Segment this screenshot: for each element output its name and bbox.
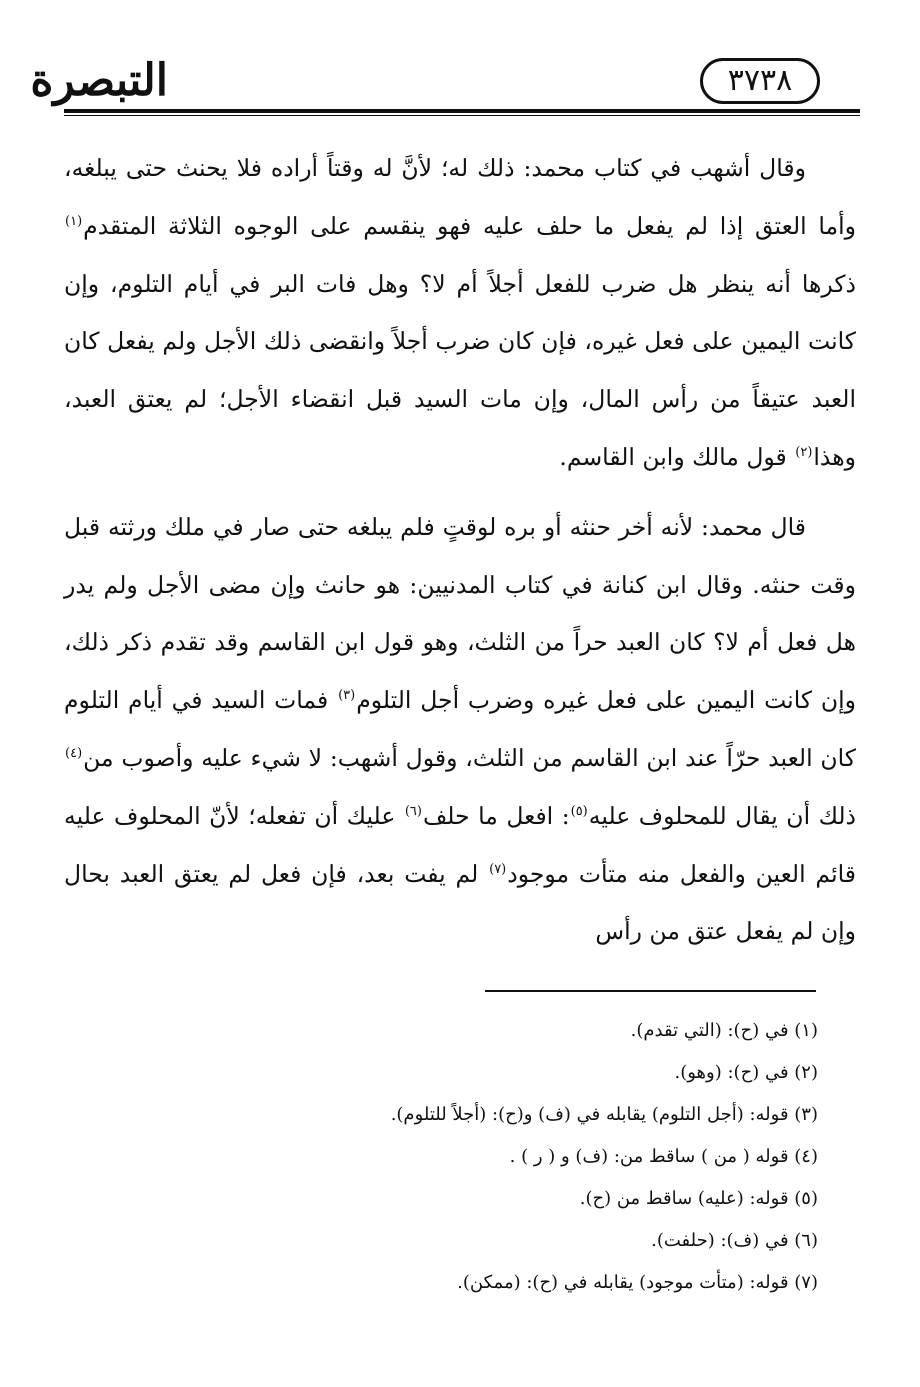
footnotes-list [58,1010,818,1304]
text-run: قال محمد: لأنه أخر حنثه أو بره لوقتٍ فلم يبلغه حتى صار في ملك ورثته قبل وقت حنثه. وقال ابن كنانة في كتاب المدنيين: هو حانث وإن مضى الأجل ولم يدر هل فعل أم لا؟ كان العبد حراً من الثلث، وهو قول ابن القاسم وقد تقدم ذكر ذلك، وإن كانت اليمين على فعل غيره وضرب أجل التلوم [64,512,856,715]
footnote-reference[interactable]: (٦) [404,803,422,819]
footnote-7: (٧) قوله: (متأت موجود) يقابله في (ح): (ممكن). [457,1272,818,1293]
footnote-1: (١) في (ح): (التي تقدم). [630,1020,818,1041]
text-run: لم يفت بعد، فإن فعل لم يعتق العبد بحال وإن لم يفعل عتق من رأس [64,859,856,946]
text-run: ذكرها أنه ينظر هل ضرب للفعل أجلاً أم لا؟ وهل فات البر في أيام التلوم، وإن كانت اليمين على فعل غيره، فإن كان ضرب أجلاً وانقضى ذلك الأجل ولم يفعل كان العبد عتيقاً من رأس المال، وإن مات السيد قبل انقضاء الأجل؛ لم يعتق العبد، وهذا [64,269,856,471]
paragraph-1 [64,140,856,487]
page-number: ٣٧٣٨ [700,58,820,104]
text-run: عليك أن تفعله؛ لأنّ المحلوف عليه قائم العين والفعل منه متأت موجود [64,801,856,888]
text-run: ذلك أن يقال للمحلوف عليه [588,801,857,830]
footnote-reference[interactable]: (٧) [489,861,507,877]
text-run: وقال أشهب في كتاب محمد: ذلك له؛ لأنَّ له وقتاً أراده فلا يحنث حتى يبلغه، وأما العتق إذا لم يفعل ما حلف عليه فهو ينقسم على الوجوه الثلاثة المتقدم [64,154,856,240]
text-run: فمات السيد في أيام التلوم كان العبد حرّاً عند ابن القاسم من الثلث، وقول أشهب: لا شيء عليه وأصوب من [64,686,856,772]
footnote-3: (٣) قوله: (أجل التلوم) يقابله في (ف) و(ح): (أجلاً للتلوم). [390,1104,818,1125]
header-rule [64,109,860,116]
main-text [64,140,856,961]
footnote-reference[interactable]: (٥) [570,803,588,819]
footnote-reference[interactable]: (١) [65,213,83,229]
footnote-5: (٥) قوله: (عليه) ساقط من (ح). [579,1188,818,1209]
footnote-reference[interactable]: (٤) [65,746,83,762]
footnote-separator [485,990,816,992]
book-title-logo: التبصرة [30,55,168,106]
text-run: : افعل ما حلف [422,801,570,830]
paragraph-2 [64,499,856,961]
footnote-4: (٤) قوله ( من ) ساقط من: (ف) و ( ر ) . [509,1146,818,1167]
footnote-2: (٢) في (ح): (وهو). [674,1062,818,1083]
footnote-reference[interactable]: (٣) [338,688,356,704]
footnote-reference[interactable]: (٢) [795,445,813,461]
text-run: قول مالك وابن القاسم. [559,442,795,471]
footnote-6: (٦) في (ف): (حلفت). [651,1230,818,1251]
